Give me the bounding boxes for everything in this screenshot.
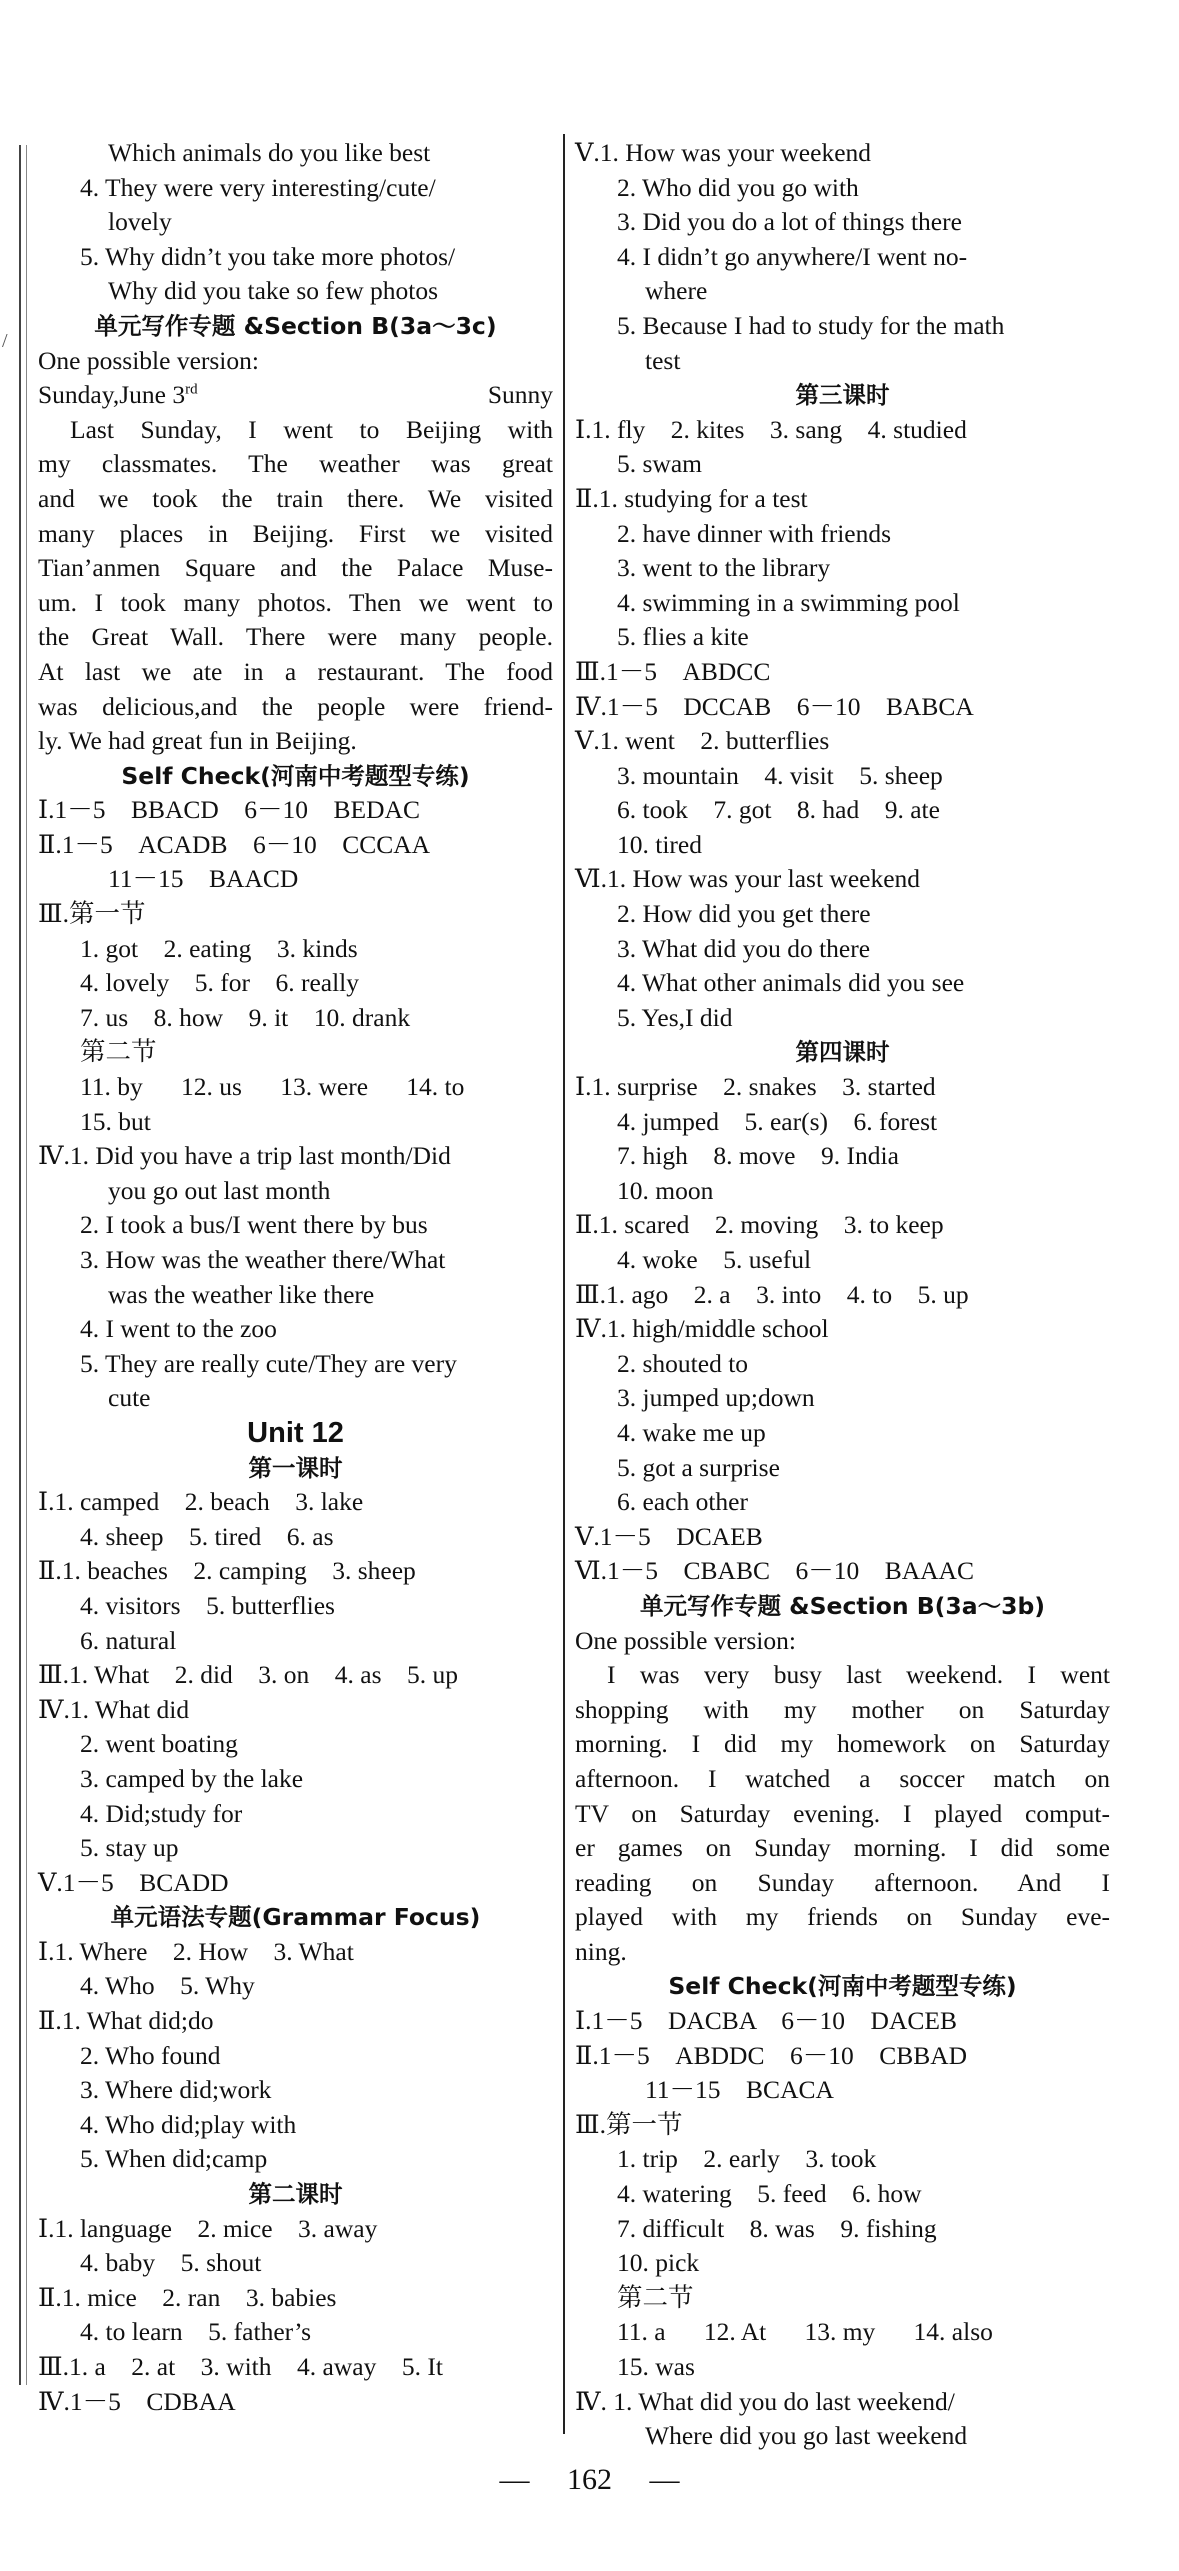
page-footer (0, 2454, 1179, 2498)
answer-line: 第二节 (617, 2282, 694, 2312)
binding-line-inner (26, 145, 27, 2385)
answer-line: Ⅲ.1. ago 2. a 3. into 4. to 5. up (575, 1279, 969, 1309)
answer-line: 4. What other animals did you see (617, 968, 965, 998)
answer-line: ly. We had great fun in Beijing. (38, 726, 357, 756)
answer-line: I was very busy last weekend. I went (607, 1660, 1110, 1690)
answer-line: Ⅲ.1. a 2. at 3. with 4. away 5. It (38, 2352, 443, 2381)
section-heading: 第二课时 (248, 2180, 343, 2209)
left-column (38, 136, 553, 2419)
section-heading: 第四课时 (795, 1038, 890, 1067)
answer-line: 2. I took a bus/I went there by bus (80, 1210, 428, 1240)
answer-line: 5. When did;camp (80, 2144, 268, 2174)
answer-line: 5. flies a kite (617, 622, 749, 652)
answer-line: 4. Who did;play with (80, 2109, 297, 2139)
answer-line: shopping with my mother on Saturday (575, 1694, 1110, 1724)
answer-line: 15. but (80, 1106, 151, 1136)
answer-line: 5. Because I had to study for the math (617, 310, 1005, 340)
answer-line: 2. shouted to (617, 1348, 749, 1378)
answer-line: Ⅱ.1. beaches 2. camping 3. sheep (38, 1556, 416, 1586)
answer-line: Ⅱ.1. scared 2. moving 3. to keep (575, 1210, 944, 1240)
answer-line: Ⅴ.1. How was your weekend (575, 138, 872, 167)
answer-line: 5. stay up (80, 1833, 179, 1863)
answer-line: 2. Who did you go with (617, 172, 859, 202)
answer-line: 3. camped by the lake (80, 1763, 304, 1793)
answer-line: ning. (575, 1936, 627, 1966)
answer-line: was the weather like there (108, 1279, 375, 1309)
answer-line: Ⅱ.1－5 ABDDC 6－10 CBBAD (575, 2040, 968, 2070)
answer-line: 4. sheep 5. tired 6. as (80, 1521, 334, 1551)
answer-line: 第二节 (80, 1037, 157, 1067)
answer-line: lovely (108, 207, 172, 237)
answer-line: 1. trip 2. early 3. took (617, 2144, 877, 2174)
answer-line: 11－15 BCACA (645, 2075, 834, 2105)
date-suffix: rd (185, 381, 198, 398)
answer-line: 3. How was the weather there/What (80, 1245, 446, 1274)
answer-line: reading on Sunday afternoon. And I (575, 1867, 1110, 1897)
answer-line: 5. swam (617, 449, 702, 479)
answer-line: 5. Yes,I did (617, 1002, 733, 1032)
answer-line: was delicious,and the people were friend- (38, 691, 553, 721)
answer-line: 7. difficult 8. was 9. fishing (617, 2213, 937, 2243)
column-divider (563, 134, 565, 2434)
answer-line: 15. was (617, 2352, 695, 2381)
answer-line: 4. Who 5. Why (80, 1971, 255, 2001)
answer-line: the Great Wall. There were many people. (38, 622, 553, 652)
page-number: 162 (567, 2463, 612, 2496)
answer-line: TV on Saturday evening. I played comput- (575, 1798, 1110, 1828)
answer-line: 10. pick (617, 2248, 700, 2278)
answer-line: Ⅳ.1. high/middle school (575, 1314, 829, 1344)
section-heading: Self Check(河南中考题型专练) (668, 1972, 1017, 2001)
margin-mark: / (2, 330, 8, 352)
answer-line: um. I took many photos. Then we went to (38, 587, 553, 617)
answer-line: 5. got a surprise (617, 1452, 780, 1482)
answer-line: 4. I didn’t go anywhere/I went no- (617, 241, 968, 271)
answer-line: 4. to learn 5. father’s (80, 2317, 312, 2347)
section-heading: Self Check(河南中考题型专练) (121, 761, 470, 790)
footer-dash-left: — (499, 2463, 560, 2496)
answer-line: Ⅲ.1. What 2. did 3. on 4. as 5. up (38, 1660, 459, 1690)
answer-line: Ⅲ.第一节 (38, 899, 146, 929)
answer-line: Ⅳ.1－5 CDBAA (38, 2386, 236, 2416)
answer-line: Ⅳ. 1. What did you do last weekend/ (575, 2386, 955, 2416)
answer-line: Ⅱ.1. mice 2. ran 3. babies (38, 2282, 337, 2312)
answer-line: where (645, 276, 708, 306)
answer-line: Tian’anmen Square and the Palace Muse- (38, 553, 553, 583)
answer-line: 3. What did you do there (617, 933, 871, 963)
answer-line: Ⅲ.1－5 ABDCC (575, 656, 771, 686)
answer-line: Ⅵ.1－5 CBABC 6－10 BAAAC (575, 1556, 974, 1586)
date-text (38, 378, 198, 413)
answer-line: Ⅴ.1－5 BCADD (38, 1867, 229, 1897)
section-heading: 单元写作专题 &Section B(3a～3c) (94, 311, 497, 340)
answer-line: At last we ate in a restaurant. The food (38, 656, 553, 686)
answer-line: you go out last month (108, 1175, 331, 1205)
answer-line: 2. went boating (80, 1729, 238, 1759)
footer-dash-right: — (619, 2463, 680, 2496)
answer-line: Ⅰ.1. Where 2. How 3. What (38, 1936, 354, 1966)
answer-line: Ⅱ.1. studying for a test (575, 483, 808, 513)
answer-line: Ⅰ.1. fly 2. kites 3. sang 4. studied (575, 414, 967, 444)
answer-line: cute (108, 1383, 151, 1413)
answer-line: 2. How did you get there (617, 899, 871, 929)
section-heading: 第三课时 (795, 381, 890, 410)
answer-line: 4. I went to the zoo (80, 1314, 277, 1344)
right-column (575, 136, 1110, 2454)
section-heading: 单元语法专题(Grammar Focus) (110, 1903, 481, 1932)
answer-line: 5. They are really cute/They are very (80, 1348, 457, 1378)
answer-line: One possible version: (38, 345, 259, 375)
answer-line: and we took the train there. We visited (38, 483, 553, 513)
answer-line: 11. a 12. At 13. my 14. also (617, 2317, 993, 2347)
answer-line: Which animals do you like best (108, 138, 431, 167)
answer-line: 4. watering 5. feed 6. how (617, 2179, 922, 2209)
answer-line: 1. got 2. eating 3. kinds (80, 933, 358, 963)
answer-line: Ⅱ.1－5 ACADB 6－10 CCCAA (38, 829, 431, 859)
answer-line: Ⅳ.1. What did (38, 1694, 190, 1724)
answer-line: 3. mountain 4. visit 5. sheep (617, 760, 943, 790)
answer-line: 10. tired (617, 829, 702, 859)
date-main: Sunday,June 3 (38, 380, 186, 410)
answer-line: Ⅰ.1. surprise 2. snakes 3. started (575, 1072, 936, 1102)
answer-line: Ⅱ.1. What did;do (38, 2006, 214, 2036)
answer-line: Ⅰ.1－5 DACBA 6－10 DACEB (575, 2006, 957, 2036)
answer-line: 3. went to the library (617, 553, 831, 583)
answer-line: er games on Sunday morning. I did some (575, 1833, 1110, 1863)
date-weather-line (38, 378, 553, 413)
answer-line: Where did you go last weekend (645, 2421, 968, 2451)
answer-line: Ⅰ.1. language 2. mice 3. away (38, 2213, 378, 2243)
binding-line (19, 145, 21, 2385)
answer-line: test (645, 345, 681, 375)
answer-line: 6. natural (80, 1625, 177, 1655)
answer-line: 3. jumped up;down (617, 1383, 815, 1413)
answer-line: 3. Did you do a lot of things there (617, 207, 962, 237)
answer-line: Ⅳ.1. Did you have a trip last month/Did (38, 1141, 451, 1171)
answer-line: Ⅰ.1. camped 2. beach 3. lake (38, 1487, 364, 1517)
answer-line: Why did you take so few photos (108, 276, 439, 306)
answer-line: 6. each other (617, 1487, 748, 1517)
section-heading: 单元写作专题 &Section B(3a～3b) (639, 1591, 1046, 1620)
section-heading: 第一课时 (248, 1453, 343, 1482)
section-heading: Unit 12 (247, 1416, 344, 1449)
answer-line: 4. woke 5. useful (617, 1245, 812, 1274)
answer-line: 4. They were very interesting/cute/ (80, 172, 436, 202)
answer-line: 5. Why didn’t you take more photos/ (80, 241, 456, 271)
answer-line: 10. moon (617, 1175, 714, 1205)
answer-line: 4. jumped 5. ear(s) 6. forest (617, 1106, 938, 1136)
answer-line: 11. by 12. us 13. were 14. to (80, 1072, 465, 1102)
answer-line: 2. have dinner with friends (617, 518, 892, 548)
answer-line: 4. swimming in a swimming pool (617, 587, 960, 617)
answer-line: 7. us 8. how 9. it 10. drank (80, 1002, 411, 1032)
answer-line: Last Sunday, I went to Beijing with (70, 414, 553, 444)
answer-line: afternoon. I watched a soccer match on (575, 1763, 1110, 1793)
answer-line: 7. high 8. move 9. India (617, 1141, 899, 1171)
answer-line: Ⅰ.1－5 BBACD 6－10 BEDAC (38, 795, 420, 825)
answer-line: 4. Did;study for (80, 1798, 243, 1828)
answer-line: 4. lovely 5. for 6. really (80, 968, 360, 998)
answer-line: 4. visitors 5. butterflies (80, 1590, 335, 1620)
answer-line: Ⅳ.1－5 DCCAB 6－10 BABCA (575, 691, 974, 721)
answer-line: many places in Beijing. First we visited (38, 518, 553, 548)
answer-line: One possible version: (575, 1625, 796, 1655)
answer-line: Ⅴ.1－5 DCAEB (575, 1521, 763, 1551)
answer-line: 6. took 7. got 8. had 9. ate (617, 795, 940, 825)
answer-line: 4. wake me up (617, 1417, 766, 1447)
weather-text: Sunny (487, 380, 553, 410)
answer-line: my classmates. The weather was great (38, 449, 553, 479)
answer-line: Ⅴ.1. went 2. butterflies (575, 726, 830, 756)
answer-line: morning. I did my homework on Saturday (575, 1729, 1110, 1759)
answer-line: 3. Where did;work (80, 2075, 272, 2105)
answer-line: 4. baby 5. shout (80, 2248, 262, 2278)
answer-line: 11－15 BAACD (108, 864, 299, 894)
answer-line: played with my friends on Sunday eve- (575, 1902, 1110, 1932)
answer-line: 2. Who found (80, 2040, 221, 2070)
answer-line: Ⅵ.1. How was your last weekend (575, 864, 921, 894)
answer-line: Ⅲ.第一节 (575, 2109, 683, 2139)
